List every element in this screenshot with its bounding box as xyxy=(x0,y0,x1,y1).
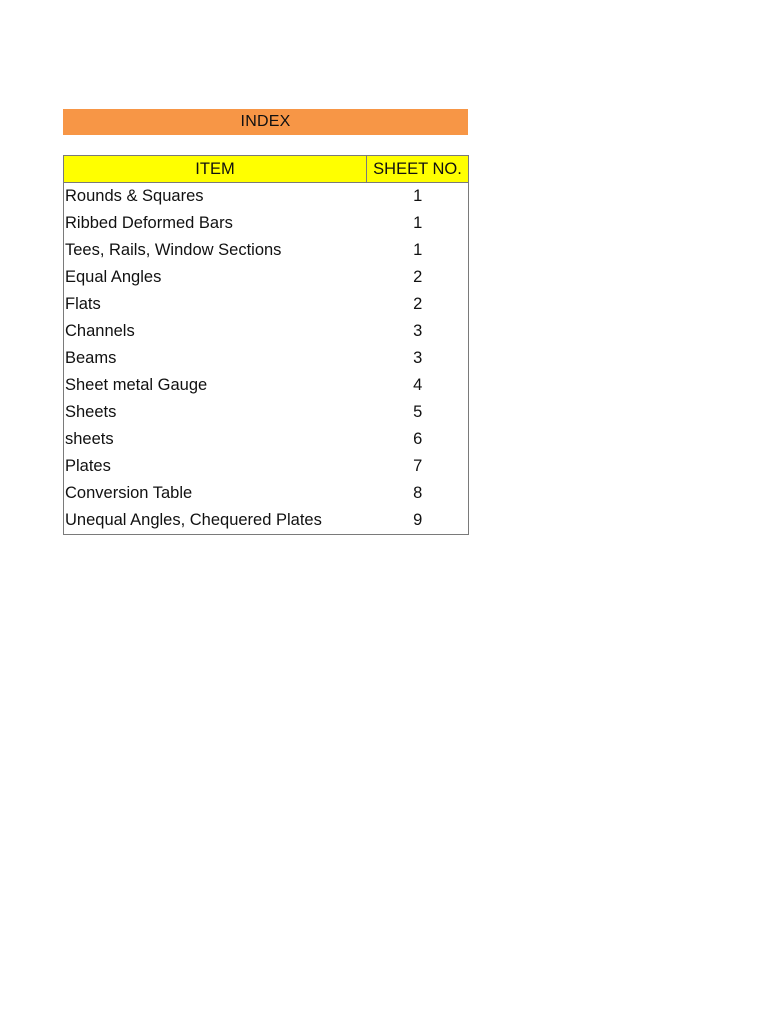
sheet-no-cell: 2 xyxy=(367,291,469,318)
table-row xyxy=(64,345,469,372)
table-row xyxy=(64,264,469,291)
index-table xyxy=(63,155,469,535)
sheet-no-cell: 4 xyxy=(367,372,469,399)
sheet-no-cell: 3 xyxy=(367,345,469,372)
sheet-no-cell: 1 xyxy=(367,237,469,264)
item-cell: Ribbed Deformed Bars xyxy=(64,210,367,237)
table-row xyxy=(64,453,469,480)
table-row xyxy=(64,399,469,426)
item-cell: Unequal Angles, Chequered Plates xyxy=(64,507,367,535)
index-title-banner xyxy=(63,109,468,135)
index-title: INDEX xyxy=(240,113,291,130)
item-cell: Equal Angles xyxy=(64,264,367,291)
item-cell: Sheets xyxy=(64,399,367,426)
item-cell: Plates xyxy=(64,453,367,480)
sheet-no-cell: 6 xyxy=(367,426,469,453)
table-row xyxy=(64,210,469,237)
item-cell: Tees, Rails, Window Sections xyxy=(64,237,367,264)
item-cell: Flats xyxy=(64,291,367,318)
item-cell: sheets xyxy=(64,426,367,453)
table-row xyxy=(64,480,469,507)
table-row xyxy=(64,426,469,453)
header-row xyxy=(64,156,469,183)
sheet-no-cell: 5 xyxy=(367,399,469,426)
item-cell: Rounds & Squares xyxy=(64,183,367,211)
item-cell: Channels xyxy=(64,318,367,345)
table-row xyxy=(64,318,469,345)
table-row xyxy=(64,237,469,264)
sheet-no-cell: 2 xyxy=(367,264,469,291)
table-row xyxy=(64,183,469,211)
sheet-no-cell: 7 xyxy=(367,453,469,480)
column-header-sheet-no: SHEET NO. xyxy=(367,156,469,183)
table-row xyxy=(64,372,469,399)
item-cell: Beams xyxy=(64,345,367,372)
item-cell: Conversion Table xyxy=(64,480,367,507)
sheet-no-cell: 1 xyxy=(367,210,469,237)
sheet-no-cell: 9 xyxy=(367,507,469,535)
item-cell: Sheet metal Gauge xyxy=(64,372,367,399)
table-row xyxy=(64,507,469,535)
column-header-item: ITEM xyxy=(64,156,367,183)
table-row xyxy=(64,291,469,318)
sheet-no-cell: 8 xyxy=(367,480,469,507)
sheet-no-cell: 3 xyxy=(367,318,469,345)
sheet-no-cell: 1 xyxy=(367,183,469,211)
